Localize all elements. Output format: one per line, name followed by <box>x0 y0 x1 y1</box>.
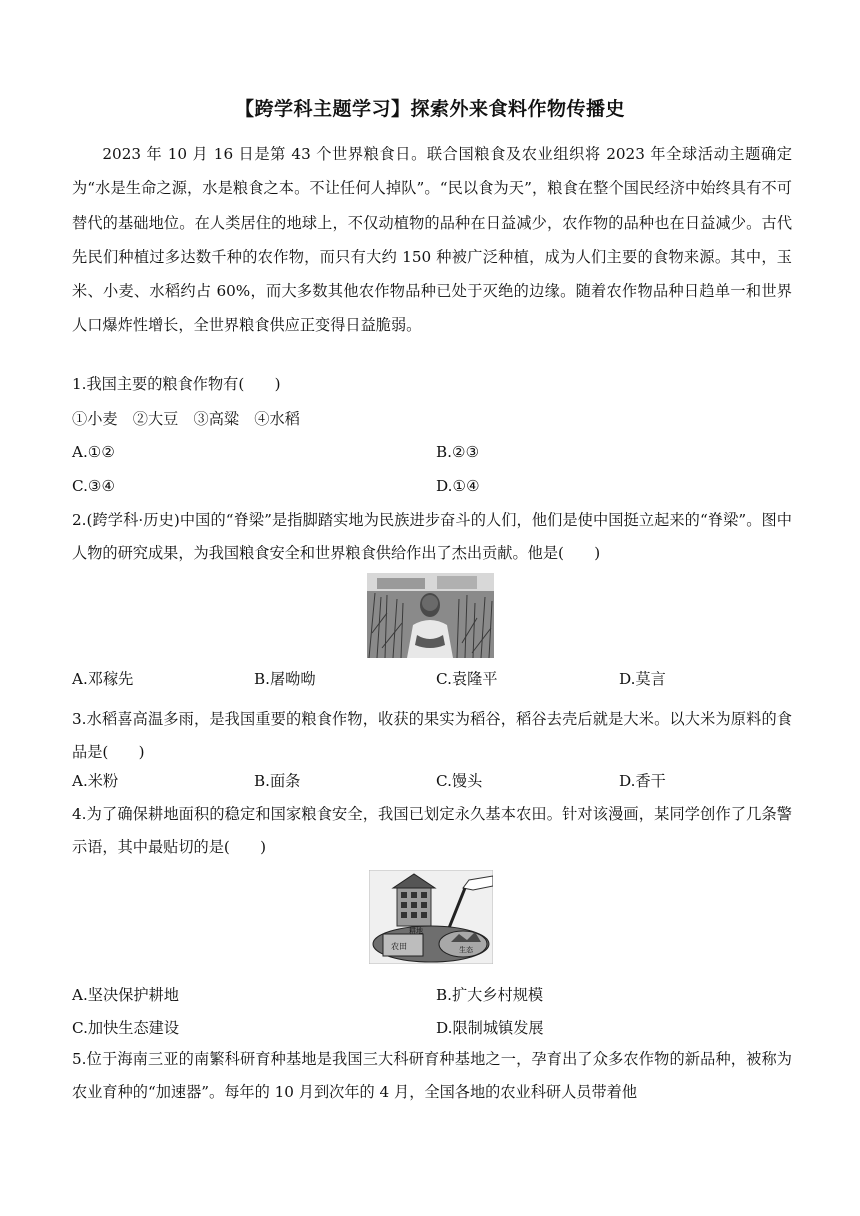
cartoon-label-cultivated-land: 耕地 <box>409 927 423 935</box>
question-3-option-b[interactable]: B.面条 <box>254 772 301 790</box>
question-4-option-d[interactable]: D.限制城镇发展 <box>436 1019 544 1037</box>
question-1-option-c[interactable]: C.③④ <box>72 477 116 495</box>
rice-field-photo <box>367 573 494 658</box>
question-3-option-d[interactable]: D.香干 <box>619 772 666 790</box>
farmland-cartoon <box>369 870 493 964</box>
question-1-stem: 1.我国主要的粮食作物有( ) <box>72 375 281 393</box>
question-2-option-c[interactable]: C.袁隆平 <box>436 670 498 688</box>
question-3-option-a[interactable]: A.米粉 <box>72 772 119 790</box>
question-2-option-a[interactable]: A.邓稼先 <box>72 670 134 688</box>
question-1-option-d[interactable]: D.①④ <box>436 477 480 495</box>
question-3-option-c[interactable]: C.馒头 <box>436 772 483 790</box>
question-1-option-b[interactable]: B.②③ <box>436 443 480 461</box>
question-2-stem: 2.(跨学科·历史)中国的“脊梁”是指脚踏实地为民族进步奋斗的人们，他们是使中国挺立起来的“脊梁”。图中人物的研究成果，为我国粮食安全和世界粮食供给作出了杰出贡献。他是( ) <box>72 511 792 562</box>
question-3-stem: 3.水稻喜高温多雨，是我国重要的粮食作物，收获的果实为稻谷，稻谷去壳后就是大米。以大米为原料的食品是( ) <box>72 710 792 761</box>
question-2-option-b[interactable]: B.屠呦呦 <box>254 670 316 688</box>
question-1-items: ①小麦 ②大豆 ③高粱 ④水稻 <box>72 410 300 428</box>
question-4-option-c[interactable]: C.加快生态建设 <box>72 1019 180 1037</box>
page-title: 【跨学科主题学习】探索外来食料作物传播史 <box>234 98 625 120</box>
question-4-option-a[interactable]: A.坚决保护耕地 <box>72 986 179 1004</box>
question-2-option-d[interactable]: D.莫言 <box>619 670 666 688</box>
intro-paragraph: 2023 年 10 月 16 日是第 43 个世界粮食日。联合国粮食及农业组织将 2023 年全球活动主题确定为“水是生命之源，水是粮食之本。不让任何人掉队”。“民以食为天”，粮食在整个国民经济中始终具有不可替代的基础地位。在人类居住的地球上，不仅动植物的品种在日益减少，农作物的品种也在日益减少。古代先民们种植过多达数千种的农作物，而只有大约 150 种被广泛种植，成为人们主要的食物来源。其中，玉米、小麦、水稻约占 60%，而大多数其他农作物品种已处于灭绝的边缘。随着农作物品种日趋单一和世界人口爆炸性增长，全世界粮食供应正变得日益脆弱。 <box>72 145 792 335</box>
intro-passage <box>72 137 792 343</box>
cartoon-label-farmland: 农田 <box>391 942 407 951</box>
question-5-stem: 5.位于海南三亚的南繁科研育种基地是我国三大科研育种基地之一，孕育出了众多农作物的新品种，被称为农业育种的“加速器”。每年的 10 月到次年的 4 月，全国各地的农业科研人员带着他 <box>72 1050 792 1101</box>
question-1-option-a[interactable]: A.①② <box>72 443 116 461</box>
question-4-stem: 4.为了确保耕地面积的稳定和国家粮食安全，我国已划定永久基本农田。针对该漫画，某同学创作了几条警示语，其中最贴切的是( ) <box>72 805 792 856</box>
cartoon-label-ecology: 生态 <box>459 946 473 954</box>
question-4-option-b[interactable]: B.扩大乡村规模 <box>436 986 544 1004</box>
